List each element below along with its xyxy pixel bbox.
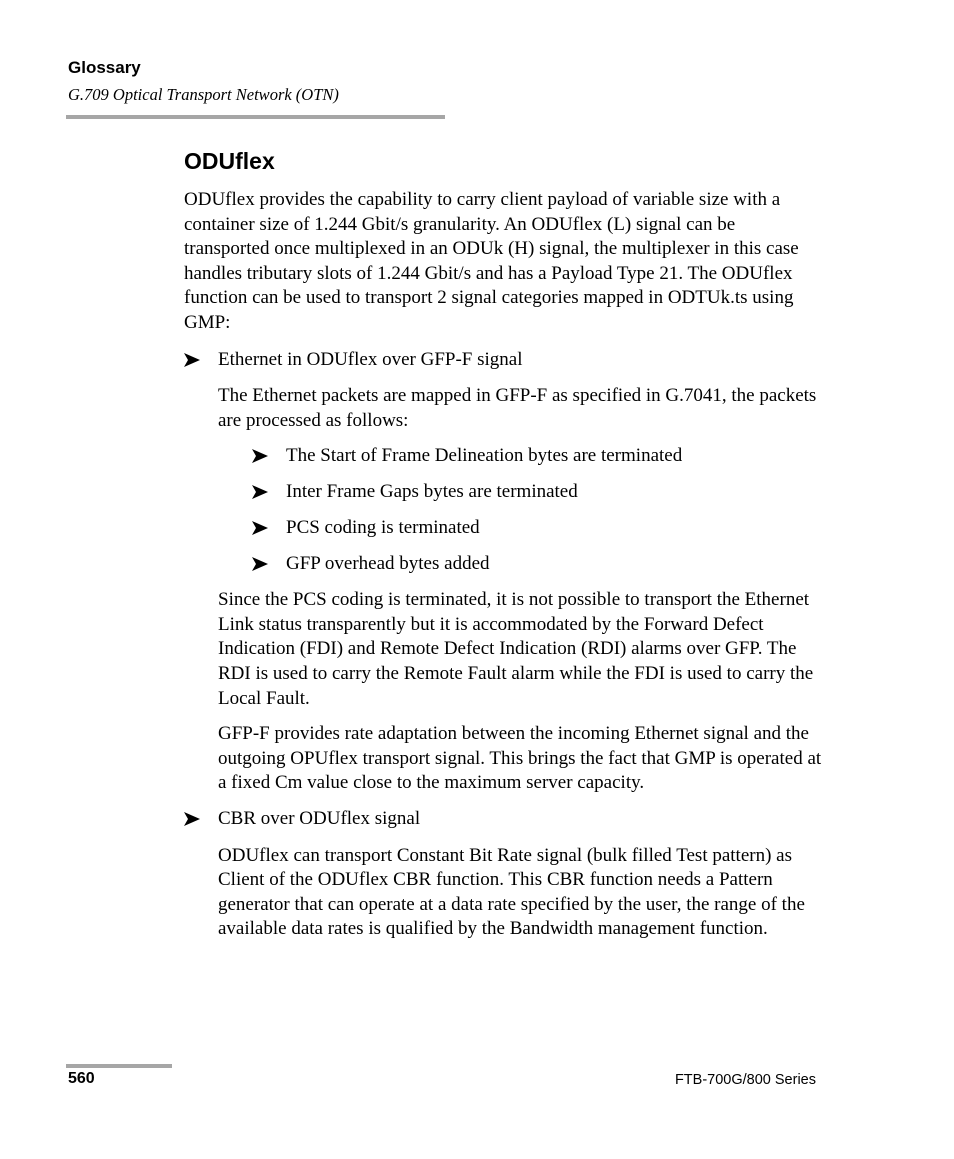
- sub-bullet-label: GFP overhead bytes added: [286, 553, 490, 575]
- sub-bullet-label: PCS coding is terminated: [286, 517, 480, 539]
- header-subtitle: G.709 Optical Transport Network (OTN): [68, 85, 339, 104]
- product-series: FTB-700G/800 Series: [674, 1072, 816, 1088]
- body-content: [184, 188, 824, 953]
- sub-bullet-item: [252, 480, 824, 505]
- page-number: 560: [68, 1070, 95, 1087]
- arrowhead-bullet-icon: [252, 557, 268, 571]
- bullet-item: [184, 348, 824, 373]
- section-title: ODUflex: [184, 148, 275, 174]
- header-section-title: Glossary: [68, 58, 141, 77]
- body-paragraph: ODUflex can transport Constant Bit Rate signal (bulk filled Test pattern) as Client of the ODUflex CBR function. This CBR function needs a Pattern generator that can operate at a data rate specified by the user, the range of the available data rates is qualified by the Bandwidth management function.: [218, 844, 805, 940]
- arrowhead-bullet-icon: [252, 485, 268, 499]
- body-paragraph: GFP-F provides rate adaptation between the incoming Ethernet signal and the outgoing OPUflex transport signal. This brings the fact that GMP is operated at a fixed Cm value close to the maximum server capacity.: [218, 723, 822, 794]
- arrowhead-bullet-icon: [184, 812, 200, 826]
- arrowhead-bullet-icon: [184, 353, 200, 367]
- bullet-lead-paragraph: The Ethernet packets are mapped in GFP-F as specified in G.7041, the packets are processed as follows:: [218, 385, 817, 431]
- header-divider: [66, 115, 445, 119]
- bullet-label: CBR over ODUflex signal: [218, 808, 421, 830]
- body-paragraph: Since the PCS coding is terminated, it is not possible to transport the Ethernet Link status transparently but it is accommodated by the Forward Defect Indication (FDI) and Remote Defect Indication (RDI) alarms over GFP. The RDI is used to carry the Remote Fault alarm while the FDI is used to carry the Local Fault.: [218, 589, 814, 709]
- sub-bullet-item: [252, 552, 824, 577]
- sub-bullet-item: [252, 516, 824, 541]
- sub-bullet-label: The Start of Frame Delineation bytes are terminated: [286, 445, 683, 467]
- arrowhead-bullet-icon: [252, 449, 268, 463]
- sub-bullet-list: [184, 444, 824, 577]
- sub-bullet-item: [252, 444, 824, 469]
- arrowhead-bullet-icon: [252, 521, 268, 535]
- running-header: [68, 58, 339, 105]
- footer-divider: [66, 1064, 172, 1068]
- intro-paragraph: ODUflex provides the capability to carry client payload of variable size with a container size of 1.244 Gbit/s granularity. An ODUflex (L) signal can be transported once multiplexed in an ODUk (H) signal, the multiplexer in this case handles tributary slots of 1.244 Gbit/s and has a Payload Type 21. The ODUflex function can be used to transport 2 signal categories mapped in ODTUk.ts using GMP:: [184, 189, 799, 333]
- bullet-item: [184, 807, 824, 832]
- sub-bullet-label: Inter Frame Gaps bytes are terminated: [286, 481, 578, 503]
- bullet-label: Ethernet in ODUflex over GFP-F signal: [218, 348, 523, 370]
